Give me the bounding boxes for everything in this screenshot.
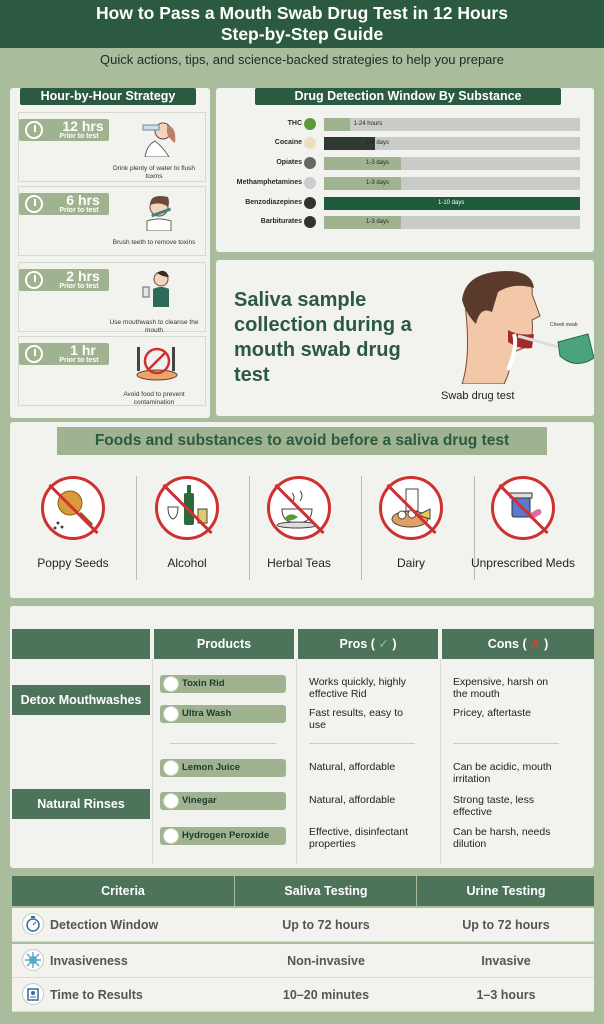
page-header <box>0 0 604 48</box>
detection-range: 1-24 hours <box>353 121 383 127</box>
herbal-tea-icon <box>267 476 331 540</box>
clock-icon <box>25 121 43 139</box>
meds-icon <box>491 476 555 540</box>
cons-text: Pricey, aftertaste <box>453 707 532 719</box>
check-icon: ✓ <box>378 637 389 651</box>
virus-icon <box>22 949 44 971</box>
substance-label: Cocaine <box>274 139 302 146</box>
product-toxin-rid[interactable]: Toxin Rid <box>160 675 286 693</box>
plate-utensils-icon <box>129 343 185 381</box>
hours-badge: 1 hr Prior to test <box>19 343 109 365</box>
substance-icon <box>304 137 316 149</box>
page-title-line2: Step-by-Step Guide <box>220 24 384 44</box>
strategy-step: 2 hrs Prior to test Use mouthwash to cleanse the mouth <box>18 262 206 332</box>
clock-icon <box>25 195 43 213</box>
foods-title: Foods and substances to avoid before a saliva drug test <box>57 427 547 455</box>
cons-text: Strong taste, less effective <box>453 794 535 818</box>
detection-row <box>226 155 586 171</box>
criteria-row: Invasiveness Non-invasive Invasive <box>12 944 594 978</box>
detection-range: 1-3 days <box>366 219 390 225</box>
detection-row <box>226 214 586 230</box>
strategy-step: 1 hr Prior to test Avoid food to prevent contamination <box>18 336 206 406</box>
substance-icon <box>304 118 316 130</box>
pros-text: Effective, disinfectant properties <box>309 826 409 850</box>
hours-badge: 2 hrs Prior to test <box>19 269 109 291</box>
toothbrush-icon <box>129 193 185 231</box>
detection-title: Drug Detection Window By Substance <box>255 88 561 105</box>
criteria-header: Criteria <box>101 884 145 898</box>
product-icon <box>163 676 179 692</box>
pros-header: Pros ( ✓ ) <box>298 629 438 659</box>
food-item: Herbal Teas <box>244 476 354 570</box>
swab-illustration <box>454 266 594 384</box>
lab-icon <box>22 983 44 1005</box>
saliva-testing-header: Saliva Testing <box>284 884 368 898</box>
swab-caption: Swab drug test <box>441 390 515 402</box>
product-icon <box>163 760 179 776</box>
page-subtitle: Quick actions, tips, and science-backed strategies to help you prepare <box>100 52 504 67</box>
stopwatch-icon <box>22 913 44 935</box>
clock-icon <box>25 345 43 363</box>
product-icon <box>163 793 179 809</box>
products-header-blank <box>12 629 150 659</box>
cons-header: Cons ( ✗ ) <box>442 629 594 659</box>
substance-label: Barbiturates <box>260 218 302 225</box>
dairy-icon <box>379 476 443 540</box>
urine-testing-header: Urine Testing <box>466 884 546 898</box>
cons-text: Can be harsh, needs dilution <box>453 826 551 850</box>
detection-row <box>226 135 586 151</box>
product-lemon-juice[interactable]: Lemon Juice <box>160 759 286 777</box>
detection-bar <box>324 157 401 170</box>
detection-bar <box>324 177 401 190</box>
detection-range: 1-10 days <box>438 200 465 206</box>
product-ultra-wash[interactable]: Ultra Wash <box>160 705 286 723</box>
substance-icon <box>304 157 316 169</box>
cons-text: Expensive, harsh on the mouth <box>453 676 549 700</box>
detection-row <box>226 175 586 191</box>
detection-range: 1-2 days <box>366 140 390 146</box>
poppy-seed-icon <box>41 476 105 540</box>
substance-label: THC <box>287 120 302 127</box>
food-item: Poppy Seeds <box>18 476 128 570</box>
detection-bar <box>324 118 350 131</box>
cheek-swab-label: Cheek swab <box>550 322 578 328</box>
substance-label: Methamphetamines <box>236 179 302 186</box>
category-natural-rinses: Natural Rinses <box>12 789 150 819</box>
page-title: How to Pass a Mouth Swab Drug Test in 12 Hours <box>96 3 508 23</box>
detection-bar <box>324 216 401 229</box>
cons-text: Can be acidic, mouth irritation <box>453 761 552 785</box>
product-icon <box>163 706 179 722</box>
detection-range: 1-3 days <box>366 180 390 186</box>
mouthwash-icon <box>129 269 185 307</box>
substance-label: Benzodiazepines <box>245 199 302 206</box>
hours-badge: 12 hrs Prior to test <box>19 119 109 141</box>
water-bottle-icon <box>129 119 185 157</box>
product-vinegar[interactable]: Vinegar <box>160 792 286 810</box>
saliva-title: Saliva sample collection during a mouth swab drug test <box>234 289 412 386</box>
criteria-header-row <box>12 876 594 906</box>
strategy-step: 12 hrs Prior to test Drink plenty of water to flush toxins <box>18 112 206 182</box>
substance-icon <box>304 177 316 189</box>
substance-label: Opiates <box>276 159 302 166</box>
alcohol-icon <box>155 476 219 540</box>
product-icon <box>163 828 179 844</box>
food-item: Alcohol <box>132 476 242 570</box>
criteria-row: Time to Results 10–20 minutes 1–3 hours <box>12 978 594 1012</box>
clock-icon <box>25 271 43 289</box>
cross-icon: ✗ <box>530 637 541 651</box>
category-detox-mouthwashes: Detox Mouthwashes <box>12 685 150 715</box>
strategy-title: Hour-by-Hour Strategy <box>20 88 196 105</box>
pros-text: Natural, affordable <box>309 761 396 773</box>
pros-text: Natural, affordable <box>309 794 396 806</box>
criteria-row: Detection Window Up to 72 hours Up to 72 hours <box>12 908 594 942</box>
detection-row <box>226 116 586 132</box>
substance-icon <box>304 197 316 209</box>
detection-range: 1-3 days <box>366 160 390 166</box>
products-header: Products <box>154 629 294 659</box>
food-item: Dairy <box>356 476 466 570</box>
detection-row <box>226 195 586 211</box>
hours-badge: 6 hrs Prior to test <box>19 193 109 215</box>
pros-text: Fast results, easy to use <box>309 707 403 731</box>
food-item: Unprescribed Meds <box>468 476 578 570</box>
product-hydrogen-peroxide[interactable]: Hydrogen Peroxide <box>160 827 286 845</box>
pros-text: Works quickly, highly effective Rid <box>309 676 407 700</box>
strategy-step: 6 hrs Prior to test Brush teeth to remove toxins <box>18 186 206 256</box>
substance-icon <box>304 216 316 228</box>
